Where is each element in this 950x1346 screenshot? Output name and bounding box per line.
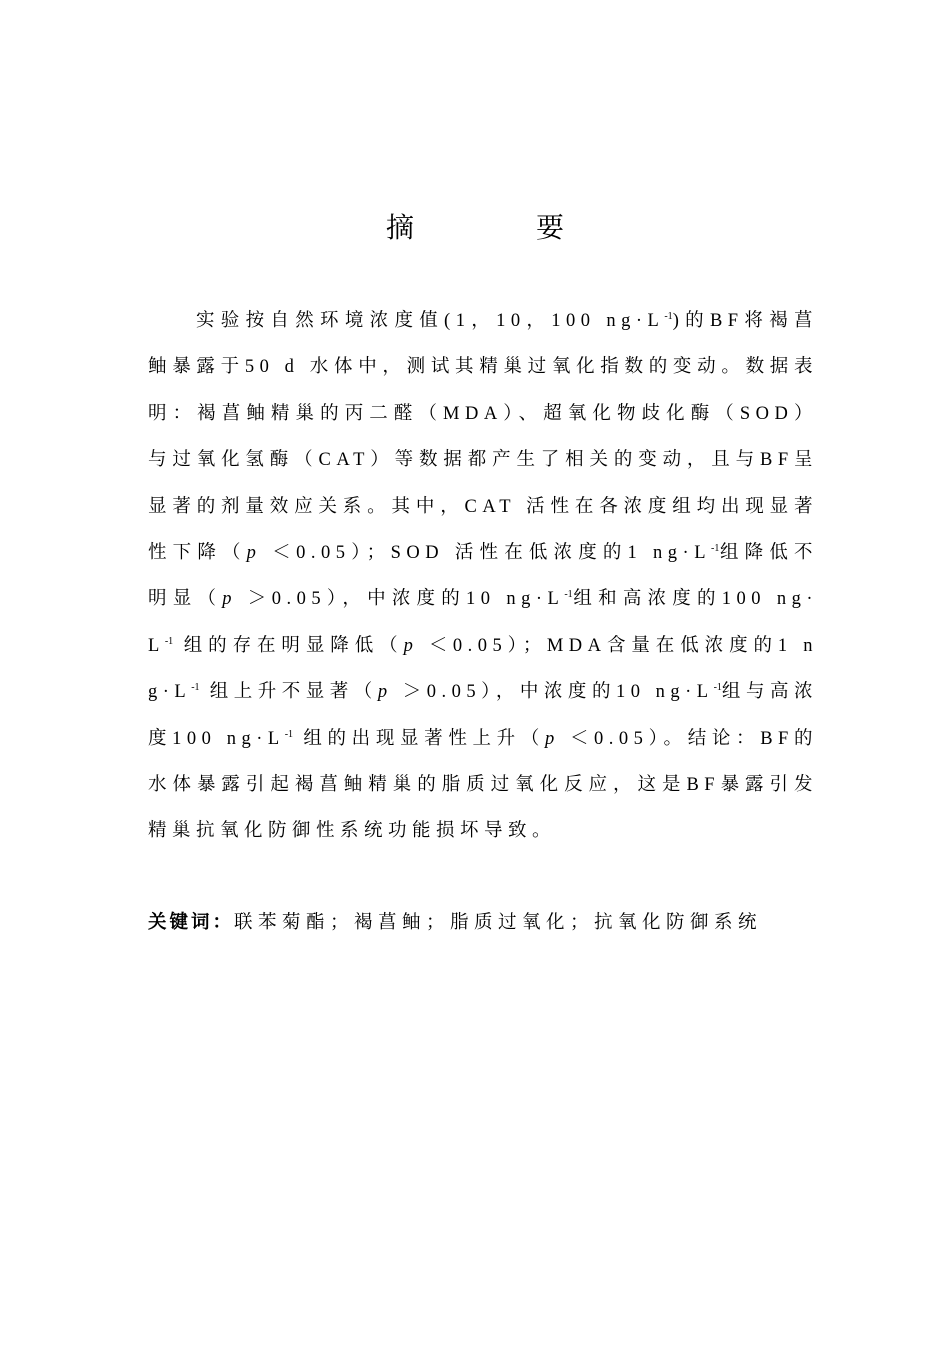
- p-symbol: p: [545, 728, 560, 749]
- abstract-text: 组上升不显著（: [199, 682, 378, 703]
- p-symbol: p: [377, 682, 393, 703]
- title-char-2: 要: [536, 211, 565, 244]
- abstract-text: 组与高浓度100 ng·L: [148, 682, 818, 749]
- abstract-text: 组的存在明显降低（: [173, 635, 404, 656]
- p-symbol: p: [246, 543, 262, 564]
- superscript: -1: [284, 728, 294, 740]
- page-title: [0, 208, 950, 248]
- superscript: -1: [191, 682, 200, 694]
- p-symbol: p: [222, 589, 237, 610]
- abstract-text: 组降低不明显（: [148, 543, 818, 610]
- keywords-text: 联苯菊酯；褐菖鲉；脂质过氧化；抗氧化防御系统: [234, 913, 763, 933]
- keywords-line: [148, 905, 818, 941]
- superscript: -1: [164, 635, 174, 647]
- title-char-1: 摘: [385, 211, 414, 244]
- abstract-text: ＜0.05）。结论：BF的水体暴露引起褐菖鲉精巢的脂质过氧化反应，这是BF暴露引发精巢抗氧化防御性系统功能损坏导致。: [148, 728, 818, 842]
- superscript: -1: [664, 310, 673, 322]
- abstract-text: )的BF将褐菖鲉暴露于50 d 水体中，测试其精巢过氧化指数的变动。数据表明：褐菖鲉精巢的丙二醛（MDA）、超氧化物歧化酶（SOD）与过氧化氢酶（CAT）等数据都产生了相关的变动，且与BF呈显著的剂量效应关系。其中，CAT 活性在各浓度组均出现显著性下降（: [148, 311, 819, 564]
- abstract-text: ＞0.05），中浓度的10 ng·L: [236, 589, 565, 610]
- abstract-text: 组的出现显著性上升（: [293, 728, 546, 749]
- superscript: -1: [564, 589, 573, 601]
- abstract-text: ＜0.05）；MDA含量在低浓度的1 ng·L: [148, 635, 818, 703]
- abstract-text: ＞0.05），中浓度的10 ng·L: [392, 682, 714, 703]
- abstract-text: 组和高浓度的100 ng·L: [148, 589, 818, 656]
- p-symbol: p: [403, 635, 419, 656]
- superscript: -1: [713, 682, 722, 694]
- superscript: -1: [711, 542, 720, 554]
- abstract-paragraph: [148, 298, 818, 855]
- keywords-label: 关键词：: [148, 912, 235, 933]
- abstract-text: 实验按自然环境浓度值(1，10，100 ng·L: [196, 311, 665, 331]
- abstract-text: ＜0.05）；SOD 活性在低浓度的1 ng·L: [261, 543, 711, 564]
